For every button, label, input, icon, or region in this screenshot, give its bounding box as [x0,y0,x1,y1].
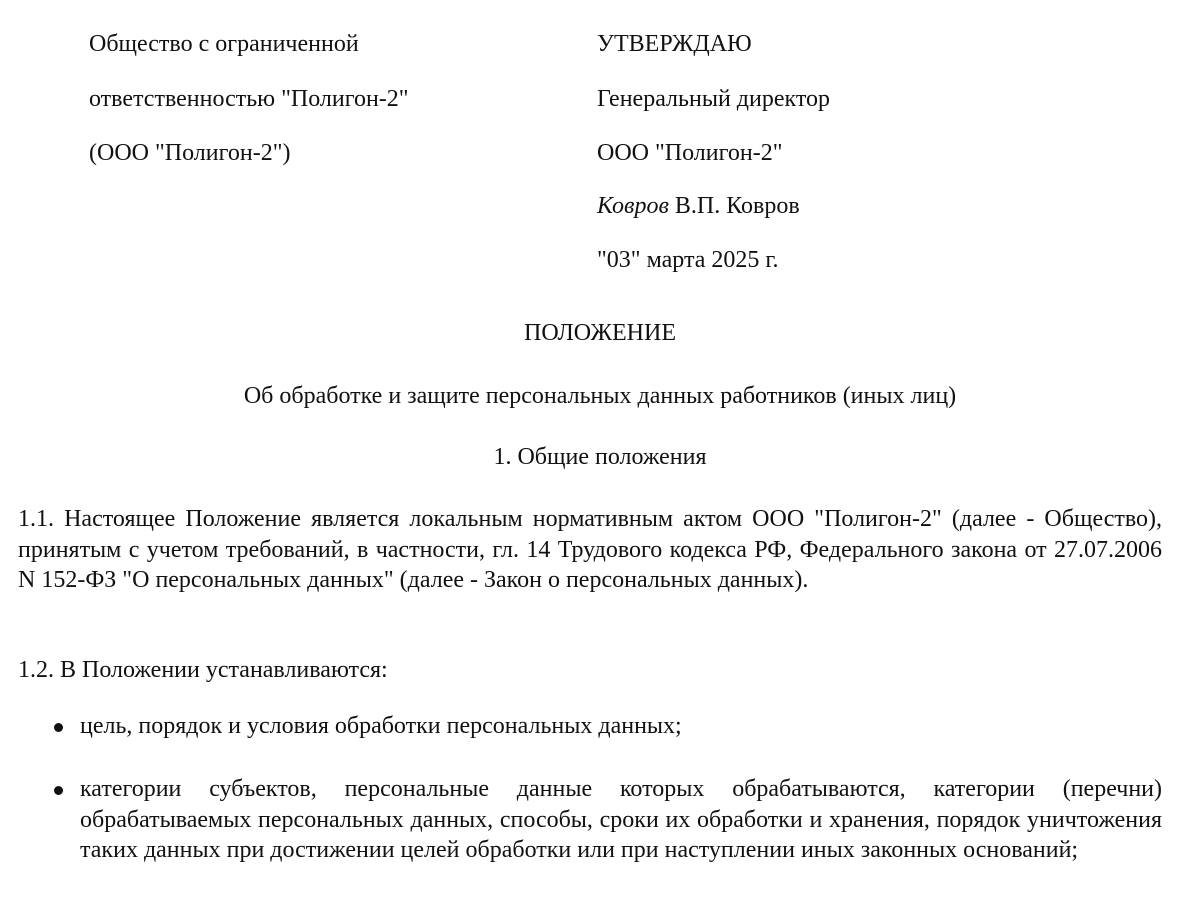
list-item: категории субъектов, персональные данные которых обрабатываются, категории (перечни) обрабатываемых персональных данных, способы, сроки их обработки и хранения, порядок уничтожения таких данных при достижении целей обработки или при наступлении иных законных оснований; [80,776,1162,863]
approval-signature-line [597,191,800,221]
document-title: ПОЛОЖЕНИЕ [524,320,676,346]
approval-company: ООО "Полигон-2" [597,140,783,166]
section-title: 1. Общие положения [493,444,707,470]
signer-name: В.П. Ковров [674,193,800,219]
signature: Ковров [597,193,669,219]
organization-line-2: ответственностью "Полигон-2" [89,86,409,112]
paragraph-1-1: 1.1. Настоящее Положение является локальным нормативным актом ООО "Полигон-2" (далее - Общество), принятым с учетом требований, в частности, гл. 14 Трудового кодекса РФ, Федерального закона от 27.07.2006 N 152-ФЗ "О персональных данных" (далее - Закон о персональных данных). [18,506,1162,593]
bullet-icon [54,723,63,732]
approval-date: "03" марта 2025 г. [597,247,779,273]
organization-line-1: Общество с ограниченной [89,31,359,57]
bullet-icon [54,786,63,795]
list-item: цель, порядок и условия обработки персональных данных; [80,713,682,739]
paragraph-1-2: 1.2. В Положении устанавливаются: [18,657,388,683]
organization-line-3: (ООО "Полигон-2") [89,140,291,166]
approval-heading: УТВЕРЖДАЮ [597,31,752,57]
document-subtitle: Об обработке и защите персональных данных работников (иных лиц) [243,383,957,409]
approval-position: Генеральный директор [597,86,831,112]
